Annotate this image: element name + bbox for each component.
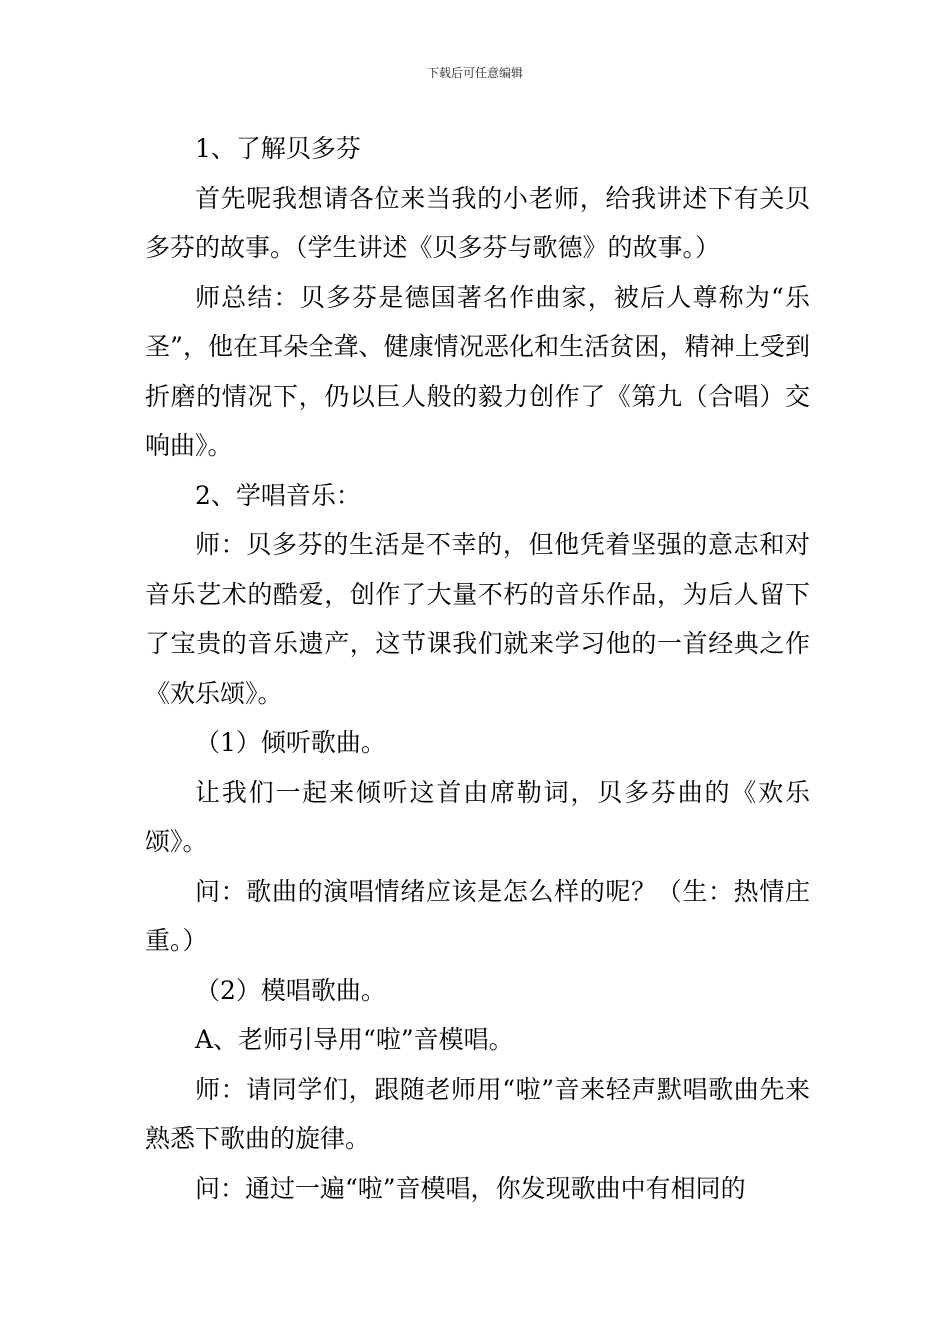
paragraph-teacher-la-singing: 师：请同学们，跟随老师用“啦”音来轻声默唱歌曲先来熟悉下歌曲的旋律。 [145,1074,810,1153]
paragraph-step-1-heading: （1）倾听歌曲。 [195,728,386,757]
paragraph-section-1-heading: 1、了解贝多芬 [195,134,361,163]
page-header: 下载后可任意编辑 [426,66,523,80]
paragraph-listen-song: 让我们一起来倾听这首由席勒词，贝多芬曲的《欢乐颂》。 [145,777,810,856]
paragraph-section-2-heading: 2、学唱音乐： [195,480,361,510]
paragraph-step-a-heading: A、老师引导用“啦”音模唱。 [195,1025,514,1054]
paragraph-intro-story: 首先呢我想请各位来当我的小老师，给我讲述下有关贝多芬的故事。（学生讲述《贝多芬与歌德》的故事。） [145,183,810,262]
paragraph-teacher-summary: 师总结：贝多芬是德国著名作曲家，被后人尊称为“乐圣”，他在耳朵全聋、健康情况恶化和生活贫困，精神上受到折磨的情况下，仍以巨人般的毅力创作了《第九（合唱）交响曲》。 [145,282,810,460]
paragraph-question-mood: 问：歌曲的演唱情绪应该是怎么样的呢？（生：热情庄重。） [145,876,810,955]
paragraph-teacher-intro: 师：贝多芬的生活是不幸的，但他凭着坚强的意志和对音乐艺术的酷爱，创作了大量不朽的音乐作品，为后人留下了宝贵的音乐遗产，这节课我们就来学习他的一首经典之作《欢乐颂》。 [145,530,810,708]
paragraph-step-2-heading: （2）模唱歌曲。 [195,975,386,1005]
paragraph-question-same: 问：通过一遍“啦”音模唱，你发现歌曲中有相同的 [195,1173,746,1203]
document-body [145,124,810,1213]
